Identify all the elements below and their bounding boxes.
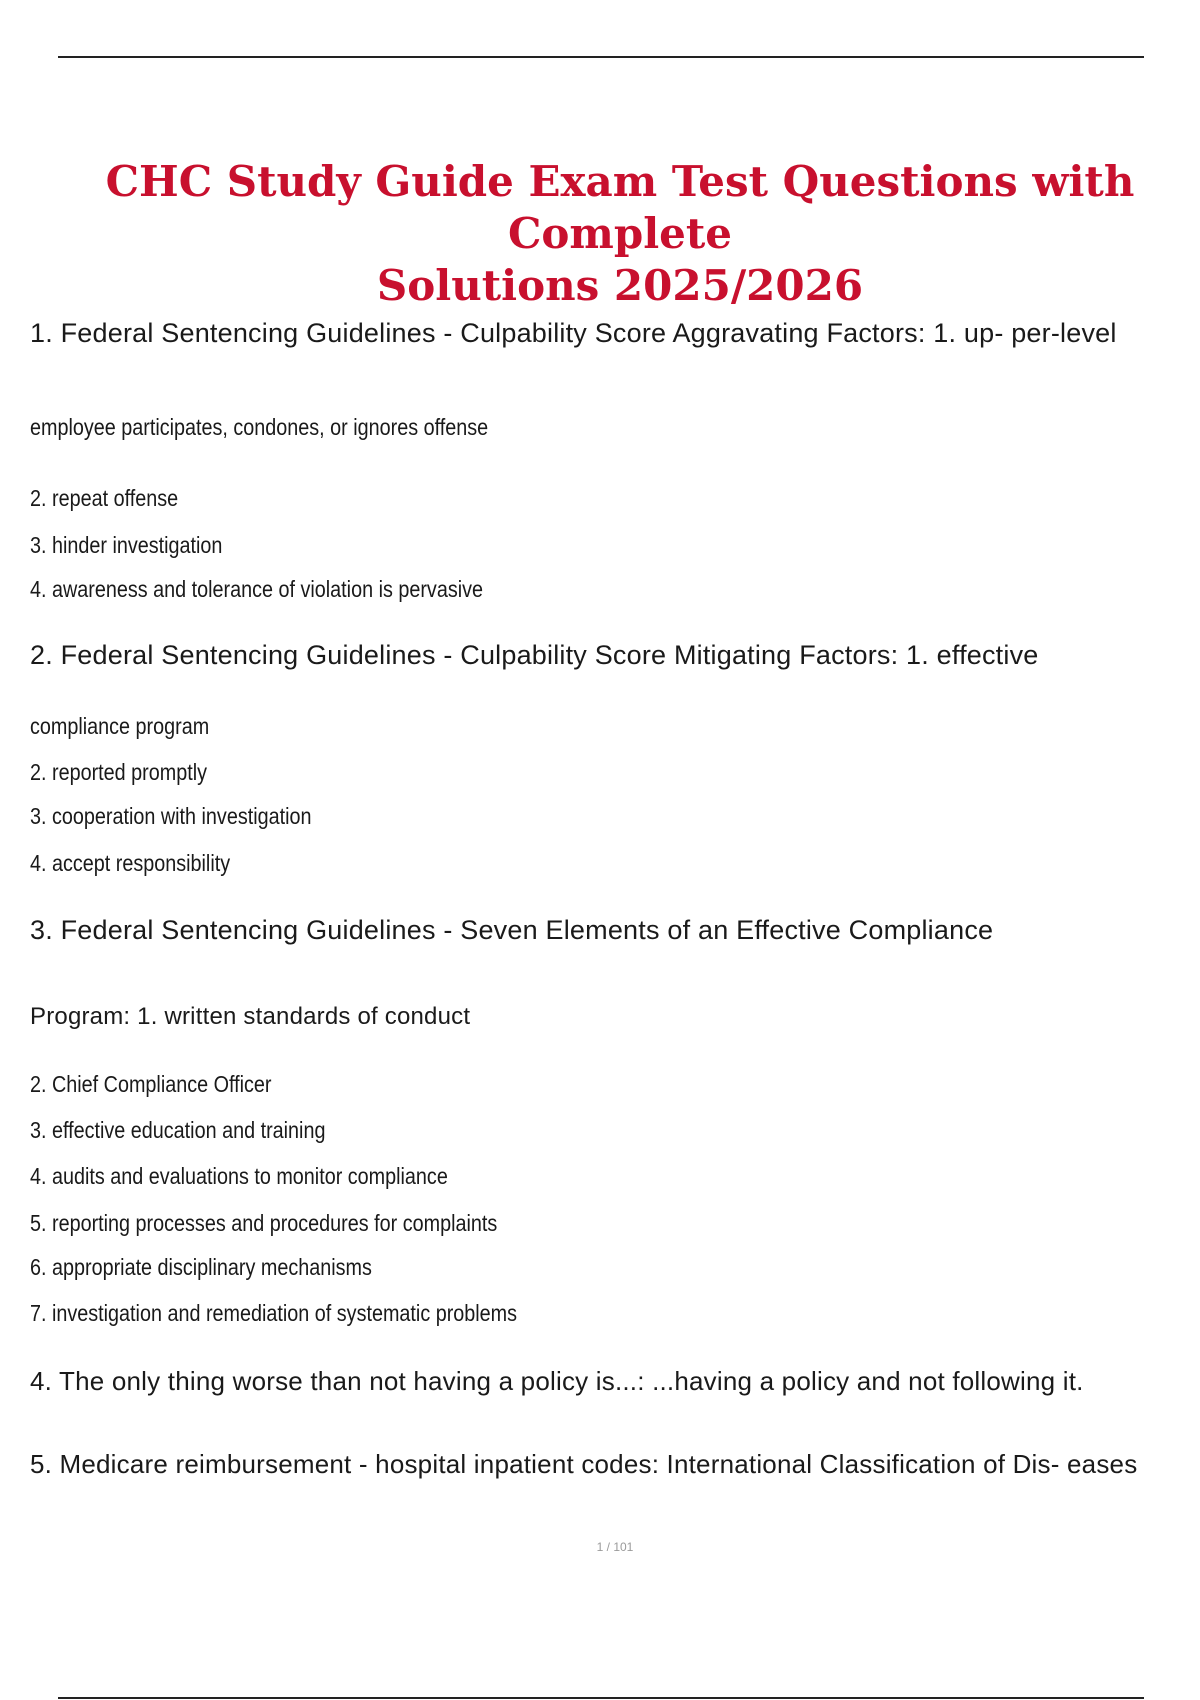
- answer-line: 3. cooperation with investigation: [30, 803, 312, 829]
- answer-line: 4. accept responsibility: [30, 850, 231, 876]
- answer-line: employee participates, condones, or ignores offense: [30, 414, 489, 440]
- question-2: 2. Federal Sentencing Guidelines - Culpability Score Mitigating Factors: 1. effective: [30, 640, 1039, 670]
- answer-line: 3. effective education and training: [30, 1117, 326, 1143]
- answer-line: 5. reporting processes and procedures for complaints: [30, 1210, 498, 1236]
- answer-line: compliance program: [30, 713, 210, 739]
- title-line-1: CHC Study Guide Exam Test Questions with Complete: [105, 157, 1135, 258]
- document-title: [40, 156, 1200, 312]
- title-line-2: Solutions 2025/2026: [376, 261, 864, 310]
- answer-line: 2. Chief Compliance Officer: [30, 1071, 272, 1097]
- answer-line: 2. repeat offense: [30, 485, 179, 511]
- answer-line: 4. audits and evaluations to monitor compliance: [30, 1163, 448, 1189]
- question-4: 4. The only thing worse than not having a policy is...: ...having a policy and not following it.: [30, 1366, 1084, 1396]
- top-rule: [58, 56, 1144, 58]
- answer-line: 6. appropriate disciplinary mechanisms: [30, 1254, 372, 1280]
- answer-line: 7. investigation and remediation of systematic problems: [30, 1300, 518, 1326]
- answer-line: 3. hinder investigation: [30, 532, 223, 558]
- question-3: 3. Federal Sentencing Guidelines - Seven Elements of an Effective Compliance: [30, 915, 994, 945]
- page-number: 1 / 101: [596, 1540, 634, 1554]
- answer-line: 2. reported promptly: [30, 759, 208, 785]
- question-5: 5. Medicare reimbursement - hospital inpatient codes: International Classification of Dis- eases: [30, 1449, 1138, 1479]
- answer-line: 4. awareness and tolerance of violation is pervasive: [30, 576, 484, 602]
- bottom-rule: [58, 1697, 1144, 1699]
- question-1: 1. Federal Sentencing Guidelines - Culpability Score Aggravating Factors: 1. up- per-level: [30, 318, 1117, 348]
- question-3-continued: Program: 1. written standards of conduct: [30, 1003, 471, 1030]
